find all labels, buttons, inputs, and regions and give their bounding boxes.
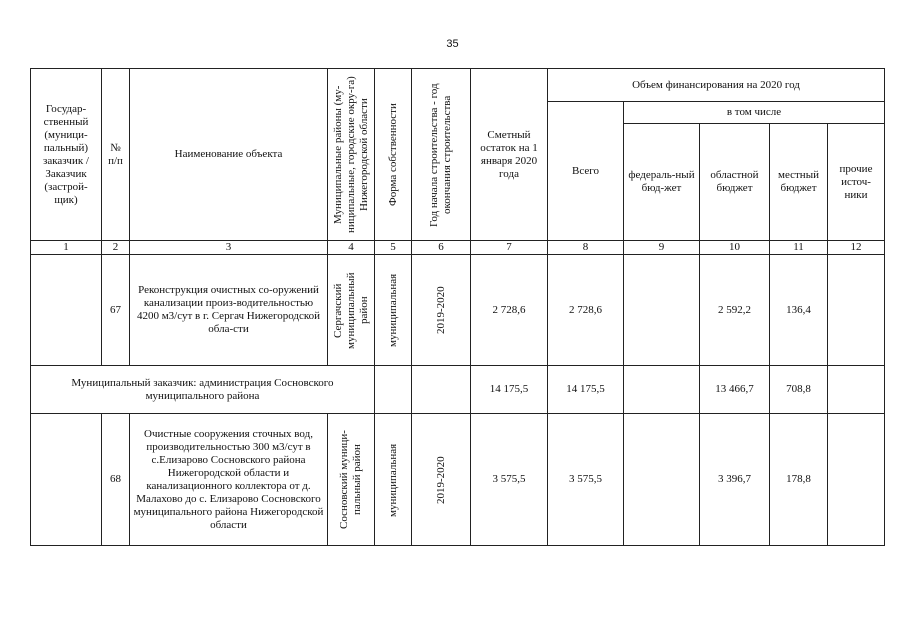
row67-municipality — [328, 255, 375, 366]
header-estimated-balance: Сметный остаток на 1 января 2020 года — [471, 69, 548, 241]
row68-ownership — [375, 414, 412, 546]
row67-local: 136,4 — [770, 255, 828, 366]
row68-local: 178,8 — [770, 414, 828, 546]
header-including: в том числе — [624, 102, 885, 124]
row68-years-text: 2019-2020 — [434, 455, 447, 504]
table-row — [31, 414, 885, 546]
row68-total: 3 575,5 — [548, 414, 624, 546]
row68-regional: 3 396,7 — [700, 414, 770, 546]
column-number: 5 — [375, 241, 412, 255]
row67-municipality-text: Сергачский муниципальный район — [331, 271, 370, 349]
row67-regional: 2 592,2 — [700, 255, 770, 366]
header-ownership — [375, 69, 412, 241]
header-customer: Государ-ственный (муници-пальный) заказчик / Заказчик (застрой-щик) — [31, 69, 102, 241]
group-total: 14 175,5 — [548, 366, 624, 414]
row68-number: 68 — [102, 414, 130, 546]
row67-total: 2 728,6 — [548, 255, 624, 366]
group-regional: 13 466,7 — [700, 366, 770, 414]
group-row — [31, 366, 885, 414]
column-number: 6 — [412, 241, 471, 255]
header-number: № п/п — [102, 69, 130, 241]
row68-federal — [624, 414, 700, 546]
row67-federal — [624, 255, 700, 366]
row67-balance: 2 728,6 — [471, 255, 548, 366]
group-federal — [624, 366, 700, 414]
group-local: 708,8 — [770, 366, 828, 414]
row67-number: 67 — [102, 255, 130, 366]
group-balance: 14 175,5 — [471, 366, 548, 414]
row67-object-name: Реконструкция очистных со-оружений канализации произ-водительностью 4200 м3/сут в г. Сергач Нижегородской обла-сти — [130, 255, 328, 366]
header-years-text: Год начала строительства - год окончания строительства — [428, 82, 453, 227]
financing-table — [30, 68, 885, 546]
header-local: местный бюджет — [770, 124, 828, 241]
header-years — [412, 69, 471, 241]
group-other — [828, 366, 885, 414]
row68-municipality — [328, 414, 375, 546]
group-years — [412, 366, 471, 414]
group-customer: Муниципальный заказчик: администрация Сосновского муниципального района — [31, 366, 375, 414]
row68-object-name: Очистные сооружения сточных вод, производительностью 300 м3/сут в с.Елизарово Сосновского района Нижегородской области и канализационного коллектора от д. Малахово до с. Елизарово Сосновского муниципального района Нижегородской области — [130, 414, 328, 546]
row67-years — [412, 255, 471, 366]
column-number: 3 — [130, 241, 328, 255]
header-other: прочие источ-ники — [828, 124, 885, 241]
column-number: 12 — [828, 241, 885, 255]
header-ownership-text: Форма собственности — [386, 103, 399, 206]
column-number: 10 — [700, 241, 770, 255]
column-number: 4 — [328, 241, 375, 255]
column-number: 1 — [31, 241, 102, 255]
row67-years-text: 2019-2020 — [434, 286, 447, 334]
header-financing: Объем финансирования на 2020 год — [548, 69, 885, 102]
row68-municipality-text: Сосновский муници-пальный район — [338, 430, 363, 529]
column-number: 11 — [770, 241, 828, 255]
row68-years — [412, 414, 471, 546]
header-regional: областной бюджет — [700, 124, 770, 241]
column-number: 2 — [102, 241, 130, 255]
column-number: 7 — [471, 241, 548, 255]
header-object-name: Наименование объекта — [130, 69, 328, 241]
row67-other — [828, 255, 885, 366]
row68-customer — [31, 414, 102, 546]
column-number: 8 — [548, 241, 624, 255]
page-number: 35 — [446, 38, 459, 50]
group-ownership — [375, 366, 412, 414]
row68-other — [828, 414, 885, 546]
row68-balance: 3 575,5 — [471, 414, 548, 546]
table-row — [31, 255, 885, 366]
header-total: Всего — [548, 102, 624, 241]
column-number-row — [31, 241, 885, 255]
header-municipality — [328, 69, 375, 241]
header-federal: федераль-ный бюд-жет — [624, 124, 700, 241]
row68-ownership-text: муниципальная — [386, 442, 399, 517]
row67-ownership — [375, 255, 412, 366]
column-number: 9 — [624, 241, 700, 255]
row67-ownership-text: муниципальная — [386, 273, 399, 347]
header-municipality-text: Муниципальные районы (му-ниципальные, городские окру-га) Нижегородской области — [331, 76, 370, 233]
row67-customer — [31, 255, 102, 366]
